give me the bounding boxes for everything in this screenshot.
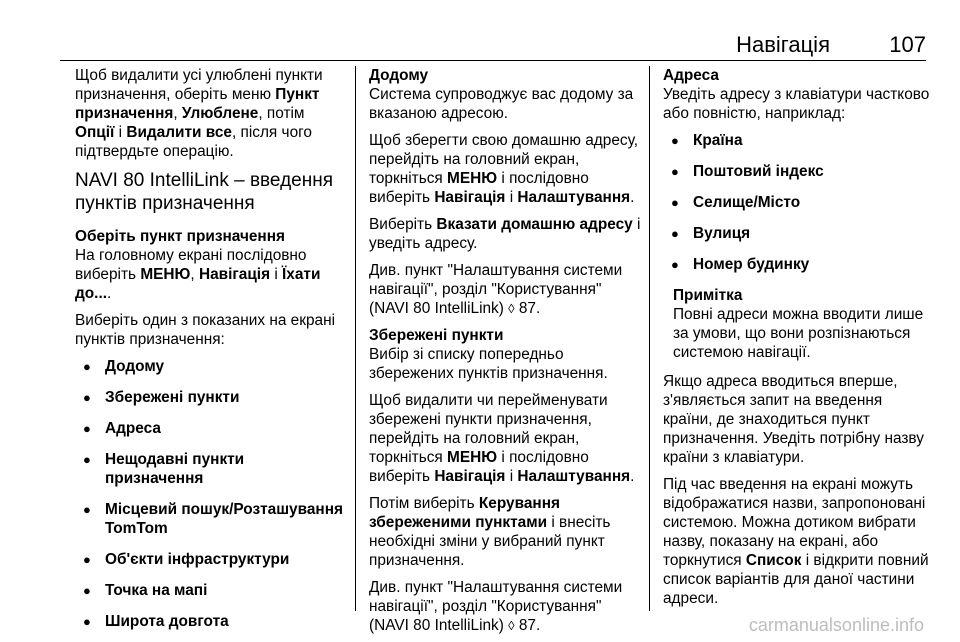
list-item: ● Об'єкти інфраструктури bbox=[75, 550, 345, 569]
list-item: ● Додому bbox=[75, 357, 345, 376]
text: і bbox=[505, 468, 518, 485]
destination-list bbox=[75, 357, 345, 631]
list-item: ● Нещодавні пункти призначення bbox=[75, 450, 345, 488]
list-item: ● Адреса bbox=[75, 419, 345, 438]
list-item: ● Збережені пункти bbox=[75, 388, 345, 407]
text: і bbox=[270, 266, 283, 283]
text: , bbox=[190, 266, 199, 283]
menu-term: Пункт призначення bbox=[75, 86, 320, 122]
menu-term: Видалити все bbox=[126, 124, 232, 141]
text: Щоб видалити усі улюблені пункти призначення, оберіть меню bbox=[75, 67, 323, 103]
note-heading: Примітка bbox=[673, 287, 743, 304]
text: Див. пункт "Налаштування системи навігації", розділ "Користування" (NAVI 80 IntelliLink) bbox=[369, 579, 623, 634]
menu-term: Керування збереженими пунктами bbox=[369, 495, 561, 531]
menu-term: МЕНЮ bbox=[447, 449, 498, 466]
text: Щоб зберегти свою домашню адресу, перейдіть на головний екран, торкніться bbox=[369, 132, 639, 187]
column-divider-2 bbox=[649, 66, 650, 611]
text: і bbox=[114, 124, 127, 141]
text: , bbox=[173, 105, 182, 122]
text: і відкрити повний список варіантів для даної частини адреси. bbox=[663, 552, 929, 607]
menu-term: Налаштування bbox=[517, 189, 631, 206]
list-item: ● Широта довгота bbox=[75, 612, 345, 631]
paragraph bbox=[369, 578, 641, 635]
list-item: ● Селище/Місто bbox=[663, 193, 935, 212]
subheading: Адреса bbox=[663, 67, 719, 84]
page-number: 107 bbox=[889, 32, 926, 57]
subheading: Збережені пункти bbox=[369, 327, 504, 344]
column-3 bbox=[663, 66, 935, 616]
text: Виберіть bbox=[369, 216, 437, 233]
text: Щоб видалити чи перейменувати збережені пункти призначення, перейдіть на головний екран, торкніться bbox=[369, 392, 608, 466]
text: 87. bbox=[514, 617, 541, 634]
list-item: ● Вулиця bbox=[663, 224, 935, 243]
menu-term: Вказати домашню адресу bbox=[436, 216, 633, 233]
subheading: Оберіть пункт призначення bbox=[75, 228, 286, 245]
menu-term: Список bbox=[745, 552, 802, 569]
list-item: ● Точка на мапі bbox=[75, 581, 345, 600]
text: і внесіть необхідні зміни у вибраний пункт призначення. bbox=[369, 514, 611, 569]
paragraph: Система супроводжує вас додому за вказаною адресою. bbox=[369, 86, 634, 122]
paragraph bbox=[369, 215, 641, 253]
paragraph bbox=[663, 475, 935, 608]
text: 87. bbox=[514, 300, 541, 317]
text: Див. пункт "Налаштування системи навігації", розділ "Користування" (NAVI 80 IntelliLink) bbox=[369, 262, 623, 317]
text: На головному екрані послідовно виберіть bbox=[75, 247, 307, 283]
note-box bbox=[663, 286, 935, 362]
text: Потім виберіть bbox=[369, 495, 479, 512]
page-header bbox=[60, 32, 926, 58]
header-divider bbox=[60, 60, 926, 61]
paragraph: Уведіть адресу з клавіатури частково або повністю, наприклад: bbox=[663, 86, 930, 122]
list-item: ● Місцевий пошук/Розташування TomTom bbox=[75, 500, 345, 538]
column-2 bbox=[369, 66, 641, 642]
text: . bbox=[630, 468, 635, 485]
paragraph: Вибір зі списку попередньо збережених пунктів призначення. bbox=[369, 346, 608, 382]
text: . bbox=[630, 189, 635, 206]
menu-term: Опції bbox=[75, 124, 115, 141]
menu-term: МЕНЮ bbox=[447, 170, 498, 187]
column-divider-1 bbox=[355, 66, 356, 611]
menu-term: Улюблене bbox=[181, 105, 259, 122]
subheading: Додому bbox=[369, 67, 429, 84]
menu-term: Навігація bbox=[434, 189, 506, 206]
paragraph bbox=[75, 246, 345, 303]
address-parts-list bbox=[663, 131, 935, 274]
column-1 bbox=[75, 66, 345, 642]
watermark: carmanualsonline.info bbox=[748, 615, 924, 635]
page-reference-icon: ◊ bbox=[508, 301, 515, 316]
paragraph bbox=[369, 391, 641, 486]
paragraph: Виберіть один з показаних на екрані пунктів призначення: bbox=[75, 312, 335, 348]
paragraph: Якщо адреса вводиться вперше, з'являється запит на введення країни, де знаходиться пункт призначення. Уведіть потрібну назву країни з клавіатури. bbox=[663, 373, 924, 466]
paragraph bbox=[369, 131, 641, 207]
text: і послідовно виберіть bbox=[369, 170, 589, 206]
text: і уведіть адресу. bbox=[369, 216, 641, 252]
menu-term: Їхати до... bbox=[75, 266, 321, 302]
paragraph bbox=[369, 494, 641, 570]
text: . bbox=[107, 285, 112, 302]
menu-term: Налаштування bbox=[517, 468, 631, 485]
list-item: ● Поштовий індекс bbox=[663, 162, 935, 181]
text: і послідовно виберіть bbox=[369, 449, 589, 485]
paragraph bbox=[369, 261, 641, 318]
menu-term: Навігація bbox=[198, 266, 271, 283]
header-title: Навігація bbox=[736, 32, 830, 57]
section-heading: NAVI 80 IntelliLink – введення пунктів призначення bbox=[75, 170, 334, 214]
menu-term: Навігація bbox=[434, 468, 506, 485]
list-item: ● Номер будинку bbox=[663, 255, 935, 274]
text: , після чого підтвердьте операцію. bbox=[75, 124, 312, 160]
text: і bbox=[505, 189, 518, 206]
menu-term: МЕНЮ bbox=[140, 266, 191, 283]
list-item: ● Країна bbox=[663, 131, 935, 150]
text: , потім bbox=[258, 105, 305, 122]
text: Під час введення на екрані можуть відображатися назви, запропоновані системою. Можна дотиком вибрати назву, показану на екрані, або торкнутися bbox=[663, 476, 926, 569]
paragraph bbox=[75, 66, 345, 161]
page-reference-icon: ◊ bbox=[508, 618, 515, 633]
note-text: Повні адреси можна вводити лише за умови, що вони розпізнаються системою навігації. bbox=[673, 306, 924, 361]
